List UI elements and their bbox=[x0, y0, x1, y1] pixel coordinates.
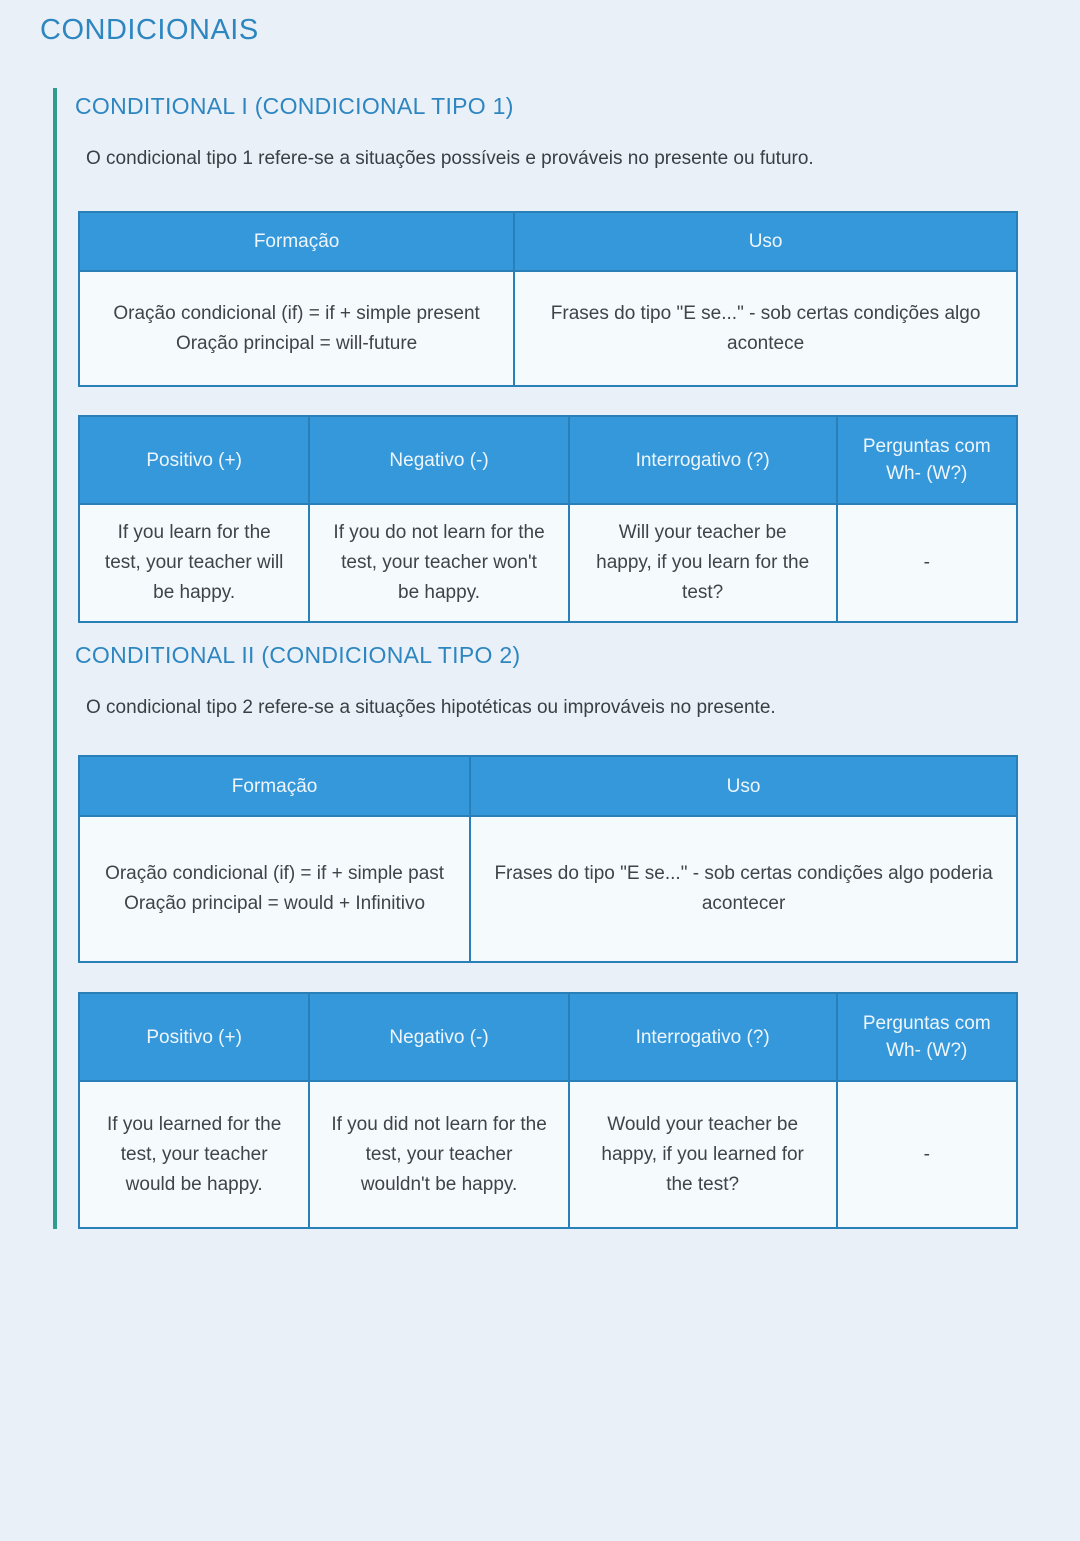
section-heading: CONDITIONAL II (CONDICIONAL TIPO 2) bbox=[75, 642, 521, 668]
cell-negative-example: If you do not learn for the test, your teacher won't be happy. bbox=[309, 504, 568, 622]
header-cell-interrogative: Interrogativo (?) bbox=[569, 416, 837, 504]
table-body-row bbox=[79, 271, 1017, 386]
cell-interrogative-example: Will your teacher be happy, if you learn for the test? bbox=[569, 504, 837, 622]
header-cell-wh-questions: Perguntas com Wh- (W?) bbox=[837, 993, 1017, 1081]
section-intro: O condicional tipo 1 refere-se a situações possíveis e prováveis no presente ou futuro. bbox=[86, 148, 814, 169]
formation-cell bbox=[79, 816, 470, 962]
header-cell-positive: Positivo (+) bbox=[79, 416, 309, 504]
section-conditional-1 bbox=[57, 92, 1080, 623]
table-header-row bbox=[79, 416, 1017, 504]
header-cell-negative: Negativo (-) bbox=[309, 416, 568, 504]
cell-interrogative-example: Would your teacher be happy, if you learned for the test? bbox=[569, 1081, 837, 1228]
formation-cell bbox=[79, 271, 514, 386]
section-intro: O condicional tipo 2 refere-se a situações hipotéticas ou improváveis no presente. bbox=[86, 697, 776, 718]
header-cell-positive: Positivo (+) bbox=[79, 993, 309, 1081]
cell-positive-example: If you learn for the test, your teacher will be happy. bbox=[79, 504, 309, 622]
table-body-row bbox=[79, 816, 1017, 962]
forms-table bbox=[78, 992, 1018, 1229]
table-header-row bbox=[79, 212, 1017, 271]
cell-wh-example: - bbox=[837, 1081, 1017, 1228]
header-cell-negative: Negativo (-) bbox=[309, 993, 568, 1081]
forms-table bbox=[78, 415, 1018, 623]
table-body-row bbox=[79, 1081, 1017, 1228]
header-cell-use: Uso bbox=[470, 756, 1017, 816]
formation-use-table bbox=[78, 211, 1018, 387]
formation-line: Oração principal = will-future bbox=[175, 332, 418, 354]
header-cell-use: Uso bbox=[514, 212, 1017, 271]
table-header-row bbox=[79, 756, 1017, 816]
table-body-row bbox=[79, 504, 1017, 622]
use-cell: Frases do tipo "E se..." - sob certas condições algo acontece bbox=[514, 271, 1017, 386]
use-cell: Frases do tipo "E se..." - sob certas condições algo poderia acontecer bbox=[470, 816, 1017, 962]
formation-line: Oração condicional (if) = if + simple present bbox=[113, 302, 480, 324]
section-conditional-2 bbox=[57, 641, 1080, 1229]
formation-use-table bbox=[78, 755, 1018, 963]
page-title: CONDICIONAIS bbox=[40, 14, 259, 46]
table-header-row bbox=[79, 993, 1017, 1081]
cell-wh-example: - bbox=[837, 504, 1017, 622]
header-cell-interrogative: Interrogativo (?) bbox=[569, 993, 837, 1081]
content-panel bbox=[53, 88, 1080, 1229]
header-cell-formation: Formação bbox=[79, 756, 470, 816]
header-cell-formation: Formação bbox=[79, 212, 514, 271]
cell-negative-example: If you did not learn for the test, your teacher wouldn't be happy. bbox=[309, 1081, 568, 1228]
formation-line: Oração condicional (if) = if + simple past bbox=[105, 863, 445, 884]
header-cell-wh-questions: Perguntas com Wh- (W?) bbox=[837, 416, 1017, 504]
formation-line: Oração principal = would + Infinitivo bbox=[124, 893, 426, 914]
cell-positive-example: If you learned for the test, your teacher would be happy. bbox=[79, 1081, 309, 1228]
section-heading: CONDITIONAL I (CONDICIONAL TIPO 1) bbox=[75, 93, 514, 119]
